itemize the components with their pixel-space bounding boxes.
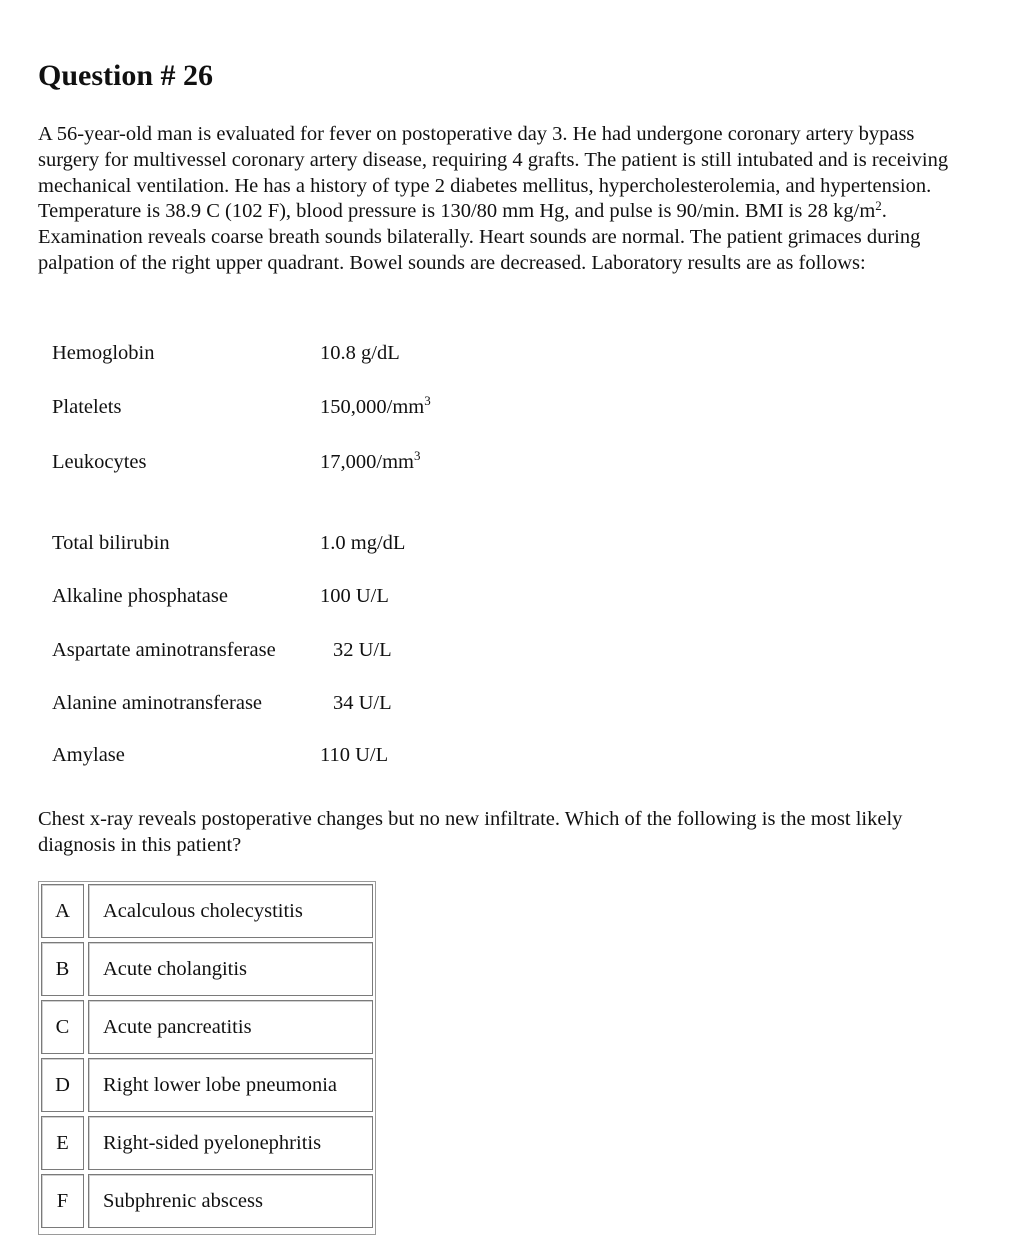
- stem-text-2: . Examination reveals coarse breath sounds bilaterally. Heart sounds are normal. The patient grimaces during palpation of the right upper quadrant. Bowel sounds are decreased. Laboratory results are as follows:: [38, 200, 921, 274]
- lab-name: Amylase: [52, 744, 125, 766]
- choice-e[interactable]: [41, 1116, 373, 1170]
- lab-name: Alanine aminotransferase: [52, 692, 263, 714]
- choice-letter[interactable]: E: [41, 1116, 84, 1170]
- choice-d[interactable]: [41, 1058, 373, 1112]
- choice-b[interactable]: [41, 942, 373, 996]
- choice-text[interactable]: Right-sided pyelonephritis: [88, 1116, 373, 1170]
- choice-a[interactable]: [41, 884, 373, 938]
- stem-superscript: 2: [875, 198, 882, 214]
- lab-name: Aspartate aminotransferase: [52, 639, 276, 661]
- choice-letter[interactable]: C: [41, 1000, 84, 1054]
- choice-letter[interactable]: A: [41, 884, 84, 938]
- lab-value: 100 U/L: [320, 585, 389, 607]
- lab-name: Hemoglobin: [52, 342, 155, 364]
- choice-letter[interactable]: B: [41, 942, 84, 996]
- lab-name: Leukocytes: [52, 451, 147, 473]
- question-stem: [38, 122, 973, 277]
- stem-text-1: A 56-year-old man is evaluated for fever on postoperative day 3. He had undergone coronary artery bypass surgery for multivessel coronary artery disease, requiring 4 grafts. The patient is still intubated and is receiving mechanical ventilation. He has a history of type 2 diabetes mellitus, hypercholesterolemia, and hypertension. Temperature is 38.9 C (102 F), blood pressure is 130/80 mm Hg, and pulse is 90/min. BMI is 28 kg/m: [38, 123, 949, 223]
- choice-c[interactable]: [41, 1000, 373, 1054]
- choice-text[interactable]: Subphrenic abscess: [88, 1174, 373, 1228]
- lab-value: 34 U/L: [333, 692, 392, 714]
- lab-name: Alkaline phosphatase: [52, 585, 228, 607]
- lab-value: 1.0 mg/dL: [320, 532, 406, 554]
- choice-text[interactable]: Right lower lobe pneumonia: [88, 1058, 373, 1112]
- lab-value: 110 U/L: [320, 744, 389, 766]
- choice-letter[interactable]: D: [41, 1058, 84, 1112]
- lab-value: $150,000/mm^3$: [320, 393, 431, 418]
- lab-value: 32 U/L: [333, 639, 392, 661]
- choice-letter[interactable]: F: [41, 1174, 84, 1228]
- lab-name: Platelets: [52, 396, 122, 418]
- question-prompt: Chest x-ray reveals postoperative changes but no new infiltrate. Which of the following is the most likely diagnosis in this patient?: [38, 808, 903, 856]
- lab-name: Total bilirubin: [52, 532, 170, 554]
- choice-text[interactable]: Acute pancreatitis: [88, 1000, 373, 1054]
- lab-value: $17,000/mm^3$: [320, 448, 421, 473]
- choice-text[interactable]: Acalculous cholecystitis: [88, 884, 373, 938]
- answer-choices: [38, 881, 376, 1235]
- question-title: Question # 26: [38, 59, 214, 92]
- lab-value: 10.8 g/dL: [320, 342, 400, 364]
- choice-text[interactable]: Acute cholangitis: [88, 942, 373, 996]
- choice-f[interactable]: [41, 1174, 373, 1228]
